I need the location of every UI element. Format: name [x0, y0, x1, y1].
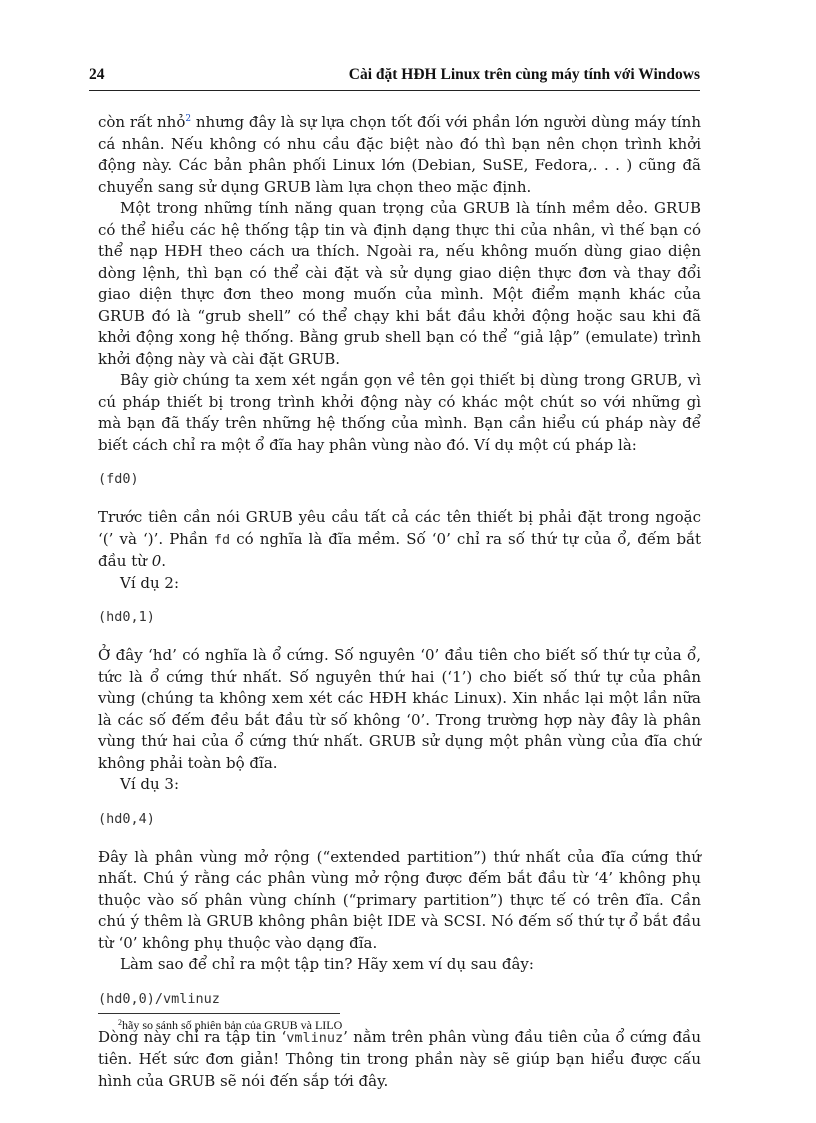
running-header	[89, 64, 700, 91]
footnote-marker: 2	[118, 1018, 122, 1027]
footnote	[118, 1018, 342, 1033]
body-text	[98, 112, 701, 1092]
paragraph: Làm sao để chỉ ra một tập tin? Hãy xem ví dụ sau đây:	[120, 955, 534, 973]
paragraph: Trước tiên cần nói GRUB yêu cầu tất cả các tên thiết bị phải đặt trong ngoặc ‘(’ và ‘)’. Phần fd có nghĩa là đĩa mềm. Số ‘0’ chỉ ra số thứ tự của ổ, đếm bắt đầu từ 0.	[98, 508, 702, 570]
paragraph: Bây giờ chúng ta xem xét ngắn gọn về tên gọi thiết bị dùng trong GRUB, vì cú pháp thiết bị trong trình khởi động này có khác một chút so với những gì mà bạn đã thấy trên những hệ thống của mình. Bạn cần hiểu cú pháp này để biết cách chỉ ra một ổ đĩa hay phân vùng nào đó. Ví dụ một cú pháp là:	[98, 371, 701, 454]
footnote-divider	[98, 1013, 340, 1014]
example-label: Ví dụ 3:	[120, 775, 180, 793]
code-example-fd0: (fd0)	[98, 471, 139, 487]
footnote-reference-link[interactable]: 2	[185, 114, 192, 124]
paragraph: Đây là phân vùng mở rộng (“extended partition”) thứ nhất của đĩa cứng thứ nhất. Chú ý rằng các phân vùng mở rộng được đếm bắt đầu từ ‘4’ không phụ thuộc vào số phân vùng chính (“primary partition”) thực tế có trên đĩa. Cần chú ý thêm là GRUB không phân biệt IDE và SCSI. Nó đếm số thứ tự ổ bắt đầu từ ‘0’ không phụ thuộc vào dạng đĩa.	[98, 847, 701, 952]
example-label: Ví dụ 2:	[120, 573, 180, 592]
code-example-hd04: (hd0,4)	[98, 810, 155, 827]
paragraph: Ở đây ‘hd’ có nghĩa là ổ cứng. Số nguyên ‘0’ đầu tiên cho biết số thứ tự của ổ, tức là ổ cứng thứ nhất. Số nguyên thứ hai (‘1’) cho biết số thứ tự của phân vùng (chúng ta không xem xét các HĐH khác Linux). Xin nhắc lại một lần nữa là các số đếm đều bắt đầu từ số không ‘0’. Trong trường hợp này đây là phân vùng thứ hai của ổ cứng thứ nhất. GRUB sử dụng một phân vùng của đĩa chứ không phải toàn bộ đĩa.	[98, 646, 701, 772]
chapter-title: Cài đặt HĐH Linux trên cùng máy tính với Windows	[348, 66, 700, 83]
paragraph: Dòng này chỉ ra tập tin ‘vmlinuz’ nằm trên phân vùng đầu tiên của ổ cứng đầu tiên. Hết sức đơn giản! Thông tin trong phần này sẽ giúp bạn hiểu được cấu hình của GRUB sẽ nói đến sắp tới đây.	[98, 1027, 701, 1090]
paragraph: còn rất nhỏ$^2$ nhưng đây là sự lựa chọn tốt đối với phần lớn người dùng máy tính cá nhân. Nếu không có nhu cầu đặc biệt nào đó thì bạn nên chọn trình khởi động này. Các bản phân phối Linux lớn (Debian, SuSE, Fedora,. . . ) cũng đã chuyển sang sử dụng GRUB làm lựa chọn theo mặc định.	[98, 113, 701, 196]
inline-code: fd	[213, 531, 231, 548]
footnote-text: hãy so sánh số phiên bản của GRUB và LILO	[122, 1018, 343, 1032]
inline-code: vmlinuz	[286, 1029, 344, 1046]
page-number: 24	[89, 66, 105, 83]
code-example-vmlinuz: (hd0,0)/vmlinuz	[98, 990, 220, 1007]
code-example-hd01: (hd0,1)	[98, 609, 155, 625]
paragraph: Một trong những tính năng quan trọng của GRUB là tính mềm dẻo. GRUB có thể hiểu các hệ thống tập tin và định dạng thực thi của nhân, vì thế bạn có thể nạp HĐH theo cách ưa thích. Ngoài ra, nếu không muốn dùng giao diện dòng lệnh, thì bạn có thể cài đặt và sử dụng giao diện thực đơn và thay đổi giao diện thực đơn theo mong muốn của mình. Một điểm mạnh khác của GRUB đó là “grub shell” có thể chạy khi bắt đầu khởi động hoặc sau khi đã khởi động xong hệ thống. Bằng grub shell bạn có thể “giả lập” (emulate) trình khởi động này và cài đặt GRUB.	[98, 199, 701, 368]
